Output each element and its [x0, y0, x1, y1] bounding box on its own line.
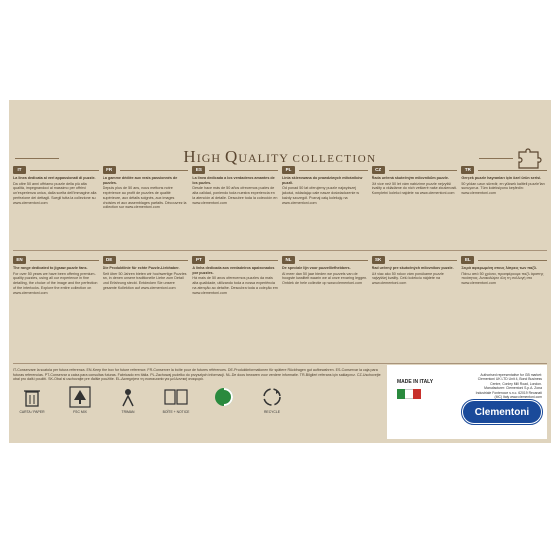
- icon-caption: FSC MIX: [73, 410, 87, 414]
- language-block-nl: [282, 256, 368, 295]
- language-heading: The range dedicated to jigsaw puzzle fans.: [13, 266, 88, 270]
- italy-flag-icon: [397, 389, 421, 399]
- green-dot-icon: [213, 386, 235, 408]
- language-flag: [103, 166, 189, 174]
- language-heading: A linha dedicada aos verdadeiros apaixonados por puzzles.: [192, 266, 275, 275]
- manufacturer-address: Authorised representative for GB market: Clementoni UK LTD Unit 4, Bond Business Centre, Conley Mill Road, London. Manufacturer: Clementoni S.p.A. Zona Industriale Fontenoce s.n.c. 62019 Recanati (MC) Italy www.clementoni.com: [475, 373, 542, 400]
- language-body: Πάνω από 50 χρόνια, προσφέρουμε παζλ άριστης ποιότητας. Ανακαλύψτε όλη τη συλλογή στο www.clementoni.com: [461, 271, 544, 286]
- language-block-cz: [372, 166, 458, 210]
- recycle-bin-icon: [21, 386, 43, 408]
- language-body: 50 yıldan uzun süredir, en yüksek kaliteli puzzle'ları sunuyoruz. Tüm koleksiyonu keşfedin: www.clementoni.com: [461, 181, 545, 196]
- title-rule-right: [479, 158, 513, 159]
- collection-title: HIGH QUALITY COLLECTION: [183, 147, 377, 166]
- language-block-tr: [461, 166, 547, 210]
- language-flag: [192, 166, 278, 174]
- language-heading: Gerçek puzzle hayranları için özel ürün serisi.: [461, 176, 542, 180]
- language-block-pt: [192, 256, 278, 295]
- made-in-italy: MADE IN ITALY: [397, 379, 434, 385]
- brand-panel: [387, 365, 547, 439]
- language-code: EN: [13, 256, 26, 264]
- language-grid-top: [13, 166, 547, 210]
- language-flag: [372, 166, 458, 174]
- flag-white: [405, 389, 413, 399]
- language-body: Už viac ako 50 rokov vám ponúkame puzzle najvyššej kvality. Celú kolekciu nájdete na www.clementoni.com: [371, 271, 444, 286]
- flag-line: [120, 260, 189, 261]
- language-block-es: [192, 166, 278, 210]
- language-flag: [461, 256, 547, 264]
- language-flag: [282, 256, 368, 264]
- language-heading: Die Produktlinie für echte Puzzle-Liebhaber.: [102, 266, 180, 270]
- flag-line: [389, 260, 458, 261]
- language-body: Desde hace más de 50 años ofrecemos puzles de alta calidad, poniendo toda nuestra experiencia en la atención al detalle. Descubre toda la colección en www.clementoni.com: [192, 186, 278, 205]
- language-code: TR: [461, 166, 474, 174]
- language-block-pl: [282, 166, 368, 210]
- language-code: FR: [103, 166, 116, 174]
- flag-red: [413, 389, 421, 399]
- legal-separator: [13, 363, 547, 364]
- flag-line: [30, 260, 99, 261]
- icon-caption: BOÎTE + NOTICE: [162, 410, 190, 414]
- language-code: CZ: [372, 166, 385, 174]
- language-body: Již více než 50 let vám nabízíme puzzle nejvyšší kvality a vkládáme do nich veškeré naše zkušenosti. Kompletní kolekci najdete na www.clementoni.com: [371, 181, 458, 196]
- language-flag: [282, 166, 368, 174]
- icon-caption: TRIMAN: [121, 410, 135, 414]
- flag-line: [209, 170, 278, 171]
- icon-green-dot: [207, 386, 241, 408]
- info-panel: [9, 100, 551, 443]
- language-body: Al meer dan 50 jaar bieden we puzzels van de hoogste kwaliteit waarin we al onze ervaring leggen. Ontdek de hele collectie op www.clementoni.com: [281, 271, 368, 286]
- flag-line: [30, 170, 99, 171]
- language-grid-bottom: [13, 256, 547, 295]
- language-block-fr: [103, 166, 189, 210]
- icon-carton-sort: [159, 386, 193, 414]
- language-body: Depuis plus de 50 ans, nous mettons notre expérience au profit de puzzles de qualité supérieure, aux détails soignés, aux images choisies et aux assemblages parfaits. Découvrez la collection sur www.clementoni.com: [102, 186, 187, 210]
- icon-triman: [111, 386, 145, 414]
- language-flag: [192, 256, 278, 264]
- language-body: Há mais de 50 anos oferecemos puzzles da mais alta qualidade, utilizando toda a nossa experiência na atenção ao detalhe. Descubra toda a coleção em www.clementoni.com: [192, 276, 278, 295]
- language-code: ES: [192, 166, 205, 174]
- language-body: Da oltre 50 anni offriamo puzzle della più alta qualità, impegnandoci al massimo per offrirvi un'esperienza unica, dalla scelta dell'immagine alla perfezione dei dettagli. Scegli tutta la collezione su www.clementoni.com: [13, 181, 97, 205]
- icon-fsc: [63, 386, 97, 414]
- icon-recycle-bin: [15, 386, 49, 414]
- icon-recycle-arrows: [255, 386, 289, 414]
- carton-sort-icon: [163, 386, 189, 408]
- flag-green: [397, 389, 405, 399]
- language-heading: Řada určená skutečným milovníkům puzzle.: [371, 176, 449, 180]
- language-heading: Rad určený pre skutočných milovníkov puzzle.: [371, 266, 454, 270]
- language-code: NL: [282, 256, 295, 264]
- fsc-icon: [69, 386, 91, 408]
- language-code: EL: [461, 256, 474, 264]
- flag-line: [389, 170, 458, 171]
- language-flag: [372, 256, 458, 264]
- language-flag: [13, 166, 99, 174]
- language-code: DE: [103, 256, 116, 264]
- language-block-it: [13, 166, 99, 210]
- icon-caption: RECYCLE: [263, 410, 281, 414]
- language-heading: La linea dedicata ai veri appassionati di puzzle.: [13, 176, 96, 180]
- flag-line: [120, 170, 189, 171]
- language-code: PL: [282, 166, 295, 174]
- triman-icon: [117, 386, 139, 408]
- language-body: Seit über 50 Jahren bieten wir hochwertige Puzzles an, in denen unsere traditionelle Liebe zum Detail und Erfahrung steckt. Entdecken Sie unsere gesamte Kollektion auf www.clementoni.com: [102, 271, 187, 290]
- flag-line: [209, 260, 278, 261]
- language-heading: Σειρά αφιερωμένη στους λάτρεις των παζλ.: [461, 266, 538, 270]
- language-heading: La gamme dédiée aux vrais passionnés de puzzles.: [102, 176, 178, 185]
- language-flag: [13, 256, 99, 264]
- language-heading: La línea dedicada a los verdaderos amantes de los puzles.: [192, 176, 275, 185]
- flag-line: [478, 170, 547, 171]
- recycling-icons: [15, 386, 289, 414]
- flag-line: [299, 260, 368, 261]
- clementoni-logo: Clementoni: [463, 401, 541, 423]
- flag-line: [478, 260, 547, 261]
- language-block-el: [461, 256, 547, 295]
- language-block-de: [103, 256, 189, 295]
- language-flag: [103, 256, 189, 264]
- language-body: For over 50 years we have been offering premium-quality puzzles, using all our experience in fine detailing, the choice of the image and the perfection of the interlocks. Explore the entire collection on www.clementoni.com: [13, 271, 98, 295]
- language-body: Od ponad 50 lat oferujemy puzzle najwyższej jakości, wkładając całe nasze doświadczenie w każdy szczegół. Poznaj całą kolekcję na www.clementoni.com: [281, 186, 360, 205]
- recycle-arrows-icon: [261, 386, 283, 408]
- grid-separator: [13, 250, 547, 251]
- icon-caption: CARTA / PAPER: [19, 410, 45, 414]
- language-heading: Linia skierowana do prawdziwych miłośników puzzli.: [281, 176, 363, 185]
- language-heading: De speciale lijn voor puzzelliefhebbers.: [281, 266, 351, 270]
- legal-text: IT-Conservare la scatola per futura referenza. EN-Keep the box for future reference. FR-Conserver la boîte pour de futures références. DE-Produktinformationen für spätere Rückfragen gut aufbewahren. ES-Conservar la caja para futuras referencias. PT-Conservar a caixa para consultas futuras. Fabricado em Itália. PL-Zachowaj pudełko do przyszłych informacji. NL-De doos bewaren voor verdere informatie. TR-Bilgileri referans için saklayınız. CZ-Uschovejte obal pro další použití. SK-Obal si uschovajte pre ďalšie použitie. EL-Διατηρήστε τη συσκευασία για μελλοντική αναφορά.: [13, 368, 381, 382]
- flag-line: [299, 170, 368, 171]
- language-code: SK: [372, 256, 385, 264]
- language-code: IT: [13, 166, 26, 174]
- language-block-en: [13, 256, 99, 295]
- language-block-sk: [372, 256, 458, 295]
- language-flag: [461, 166, 547, 174]
- language-code: PT: [192, 256, 205, 264]
